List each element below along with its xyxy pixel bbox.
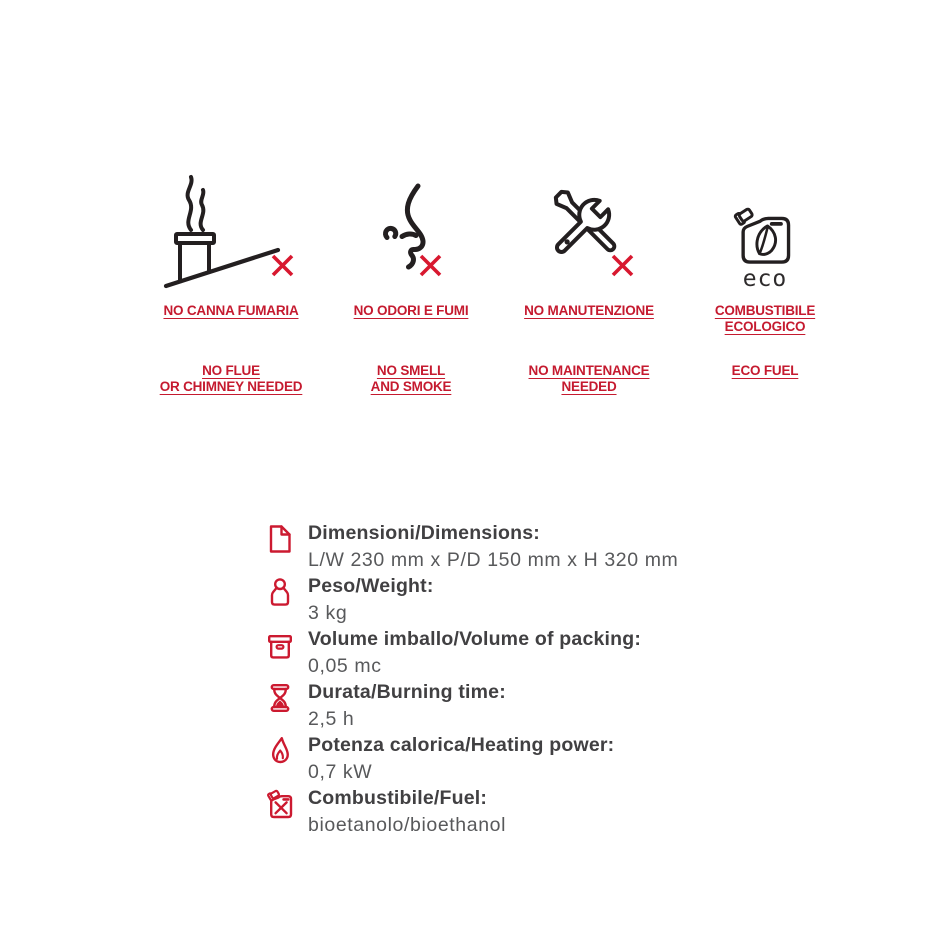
- eco-text: eco: [742, 266, 788, 292]
- feature-label-italian: [321, 303, 501, 337]
- feature-label-english: [677, 363, 853, 397]
- feature-label-italian: [677, 303, 853, 337]
- label-line: NO FLUE: [202, 363, 260, 378]
- label-line: ECO FUEL: [731, 363, 799, 378]
- spec-row-dimensions: [265, 520, 705, 573]
- spec-label: Volume imballo/Volume of packing:: [308, 628, 642, 650]
- spec-list: [265, 520, 705, 838]
- spec-text: [308, 573, 434, 626]
- tools-icon-box: [501, 170, 677, 292]
- red-x-icon: [609, 252, 636, 279]
- flame-icon: [265, 735, 295, 767]
- label-line: NEEDED: [561, 378, 617, 394]
- label-line: AND SMOKE: [370, 378, 452, 394]
- eco-can-icon-box: [677, 170, 853, 292]
- eco-fuel-can-icon: [728, 198, 802, 264]
- label-line: NO SMELL: [376, 363, 446, 378]
- spec-label: Combustibile/Fuel:: [308, 787, 488, 809]
- label-line: OR CHIMNEY NEEDED: [159, 378, 303, 394]
- document-icon: [265, 523, 295, 555]
- spec-row-heating-power: [265, 732, 705, 785]
- label-line: NO ODORI E FUMI: [353, 303, 469, 318]
- label-line: NO CANNA FUMARIA: [163, 303, 299, 318]
- feature-label-english: [501, 363, 677, 397]
- fuel-can-icon: [265, 788, 295, 820]
- spec-row-fuel: [265, 785, 705, 838]
- spec-label: Potenza calorica/Heating power:: [308, 734, 615, 756]
- feature-row: [141, 170, 853, 397]
- eco-can-wrap: [728, 198, 802, 292]
- spec-value: 2,5 h: [308, 708, 355, 730]
- spec-row-packing-volume: [265, 626, 705, 679]
- feature-eco-fuel: [677, 170, 853, 397]
- spec-value: 0,05 mc: [308, 655, 382, 677]
- spec-label: Peso/Weight:: [308, 575, 434, 597]
- box-icon: [265, 629, 295, 661]
- feature-label-english: [321, 363, 501, 397]
- weight-icon: [265, 576, 295, 608]
- red-x-icon: [269, 252, 296, 279]
- spec-value: 3 kg: [308, 602, 348, 624]
- feature-no-flue: [141, 170, 321, 397]
- spec-text: [308, 732, 614, 785]
- label-line: COMBUSTIBILE: [714, 303, 816, 318]
- spec-row-weight: [265, 573, 705, 626]
- spec-row-burning-time: [265, 679, 705, 732]
- chimney-icon-box: [141, 170, 321, 292]
- nose-icon-box: [321, 170, 501, 292]
- nose-icon: [361, 174, 461, 284]
- spec-value: L/W 230 mm x P/D 150 mm x H 320 mm: [308, 549, 679, 571]
- spec-text: [308, 785, 506, 838]
- spec-text: [308, 520, 678, 573]
- feature-label-italian: [501, 303, 677, 337]
- label-line: ECOLOGICO: [724, 318, 806, 334]
- spec-text: [308, 679, 506, 732]
- label-line: NO MAINTENANCE: [528, 363, 650, 378]
- spec-value: bioetanolo/bioethanol: [308, 814, 507, 836]
- red-x-icon: [417, 252, 444, 279]
- hourglass-icon: [265, 682, 295, 714]
- spec-value: 0,7 kW: [308, 761, 373, 783]
- feature-no-smell: [321, 170, 501, 397]
- feature-label-english: [141, 363, 321, 397]
- spec-label: Dimensioni/Dimensions:: [308, 522, 540, 544]
- label-line: NO MANUTENZIONE: [524, 303, 654, 318]
- feature-no-maintenance: [501, 170, 677, 397]
- spec-label: Durata/Burning time:: [308, 681, 506, 703]
- spec-text: [308, 626, 641, 679]
- feature-label-italian: [141, 303, 321, 337]
